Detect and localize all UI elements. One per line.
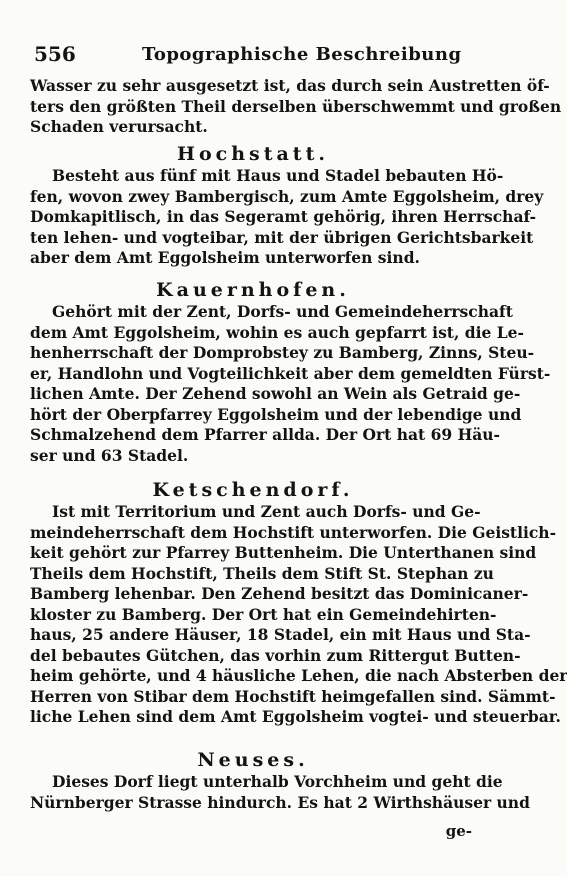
text-line: henherrschaft der Domprobstey zu Bamberg, Zinns, Steu-	[30, 343, 535, 362]
text-line: Domkapitlisch, in das Segeramt gehörig, ihren Herrschaf-	[30, 207, 537, 226]
text-line: Theils dem Hochstift, Theils dem Stift St. Stephan zu	[30, 563, 494, 583]
text-line: liche Lehen sind dem Amt Eggolsheim vogtei- und steuerbar.	[30, 707, 561, 726]
page-number: 556	[34, 42, 76, 66]
text-line: ters den größten Theil derselben überschwemmt und großen	[30, 96, 562, 116]
text-line: lichen Amte. Der Zehend sowohl an Wein als Getraid ge-	[30, 384, 521, 403]
section-heading: Kauernhofen.	[156, 279, 350, 301]
text-line: meindeherrschaft dem Hochstift unterworfen. Die Geistlich-	[30, 522, 557, 542]
text-line: aber dem Amt Eggolsheim unterworfen sind.	[30, 248, 420, 267]
text-line: Herren von Stibar dem Hochstift heimgefallen sind. Sämmt-	[30, 686, 556, 706]
text-line: Wasser zu sehr ausgesetzt ist, das durch sein Austretten öf-	[30, 76, 550, 95]
catchword: ge-	[445, 822, 472, 840]
section-hochstatt	[30, 142, 544, 269]
text-line: Schmalzehend dem Pfarrer allda. Der Ort hat 69 Häu-	[30, 425, 500, 444]
text-line: hört der Oberpfarrey Eggolsheim und der lebendige und	[30, 404, 522, 424]
text-line: Ist mit Territorium und Zent auch Dorfs- und Ge-	[52, 502, 481, 521]
text-line: dem Amt Eggolsheim, wohin es auch gepfarrt ist, die Le-	[30, 322, 524, 342]
text-line: Bamberg lehenbar. Den Zehend besitzt das Dominicaner-	[30, 584, 529, 603]
text-line: Nürnberger Strasse hindurch. Es hat 2 Wirthshäuser und	[30, 792, 530, 812]
text-line: Gehört mit der Zent, Dorfs- und Gemeindeherrschaft	[52, 302, 513, 321]
section-neuses	[30, 748, 530, 813]
section-heading: Hochstatt.	[177, 143, 329, 165]
text-line: kloster zu Bamberg. Der Ort hat ein Gemeindehirten-	[30, 604, 497, 624]
text-line: Schaden verursacht.	[30, 117, 208, 136]
text-line: keit gehört zur Pfarrey Buttenheim. Die Unterthanen sind	[30, 543, 537, 562]
section-heading: Neuses.	[197, 749, 309, 771]
text-line: Dieses Dorf liegt unterhalb Vorchheim und geht die	[52, 772, 503, 791]
text-line: Besteht aus fünf mit Haus und Stadel bebauten Hö-	[52, 166, 504, 185]
text-line: fen, wovon zwey Bambergisch, zum Amte Eggolsheim, drey	[30, 186, 544, 206]
text-line: heim gehörte, und 4 häusliche Lehen, die nach Absterben der	[30, 666, 567, 685]
section-ketschendorf	[30, 478, 567, 728]
text-line: er, Handlohn und Vogteilichkeit aber dem gemeldten Fürst-	[30, 363, 551, 383]
section-kauernhofen	[30, 278, 551, 466]
text-line: ten lehen- und vogteibar, mit der übrigen Gerichtsbarkeit	[30, 227, 534, 247]
running-title: Topographische Beschreibung	[142, 44, 462, 65]
text-line: del bebautes Gütchen, das vorhin zum Rittergut Butten-	[30, 645, 521, 665]
page-header	[32, 42, 482, 70]
section-heading: Ketschendorf.	[152, 479, 354, 501]
text-line: ser und 63 Stadel.	[30, 445, 189, 465]
intro-paragraph	[30, 76, 562, 138]
text-line: haus, 25 andere Häuser, 18 Stadel, ein mit Haus und Sta-	[30, 625, 531, 644]
